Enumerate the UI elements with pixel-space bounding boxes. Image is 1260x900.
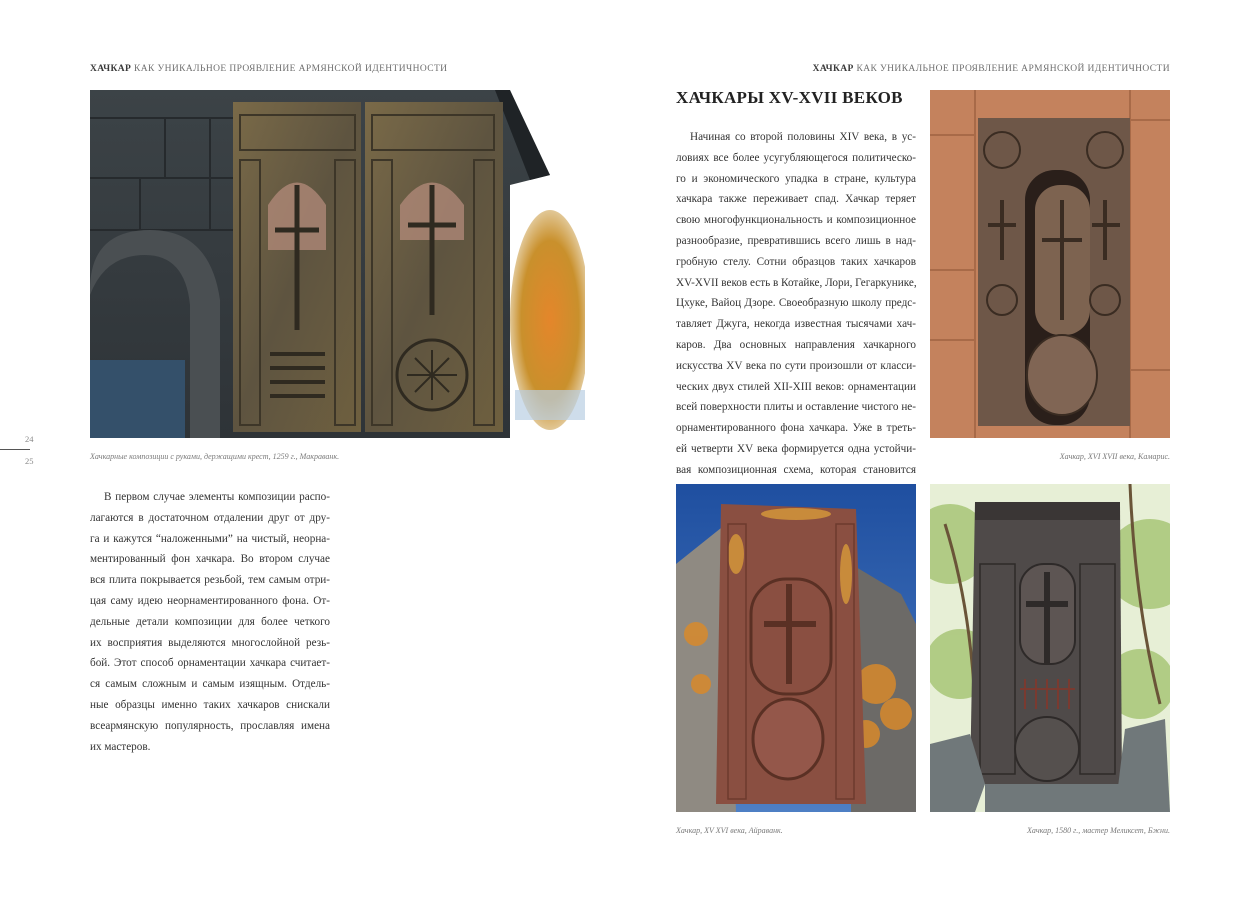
khachkar-photo-icon <box>90 90 585 438</box>
running-head-rest: КАК УНИКАЛЬНОЕ ПРОЯВЛЕНИЕ АРМЯНСКОЙ ИДЕНТИЧНОСТИ <box>853 64 1170 74</box>
khachkar-photo-icon <box>676 484 916 812</box>
running-head-bold: ХАЧКАР <box>812 64 854 74</box>
left-page-body <box>90 487 330 757</box>
page-number-divider <box>0 449 30 450</box>
photo-kamaris-khachkar <box>930 90 1170 438</box>
text-line: ментированный фон хачкара. Во втором случае <box>90 553 330 566</box>
text-line: лагаются в достаточном отдалении друг от дру- <box>90 511 330 524</box>
photo-caption-kamaris: Хачкар, XVI XVII века, Камарис. <box>1059 452 1170 461</box>
page-number-left: 24 <box>25 434 34 444</box>
text-line: дельные детали композиции для более четкого <box>90 615 330 628</box>
text-line: го и экономического упадка в стране, культура <box>676 172 916 185</box>
running-head-rest: КАК УНИКАЛЬНОЕ ПРОЯВЛЕНИЕ АРМЯНСКОЙ ИДЕНТИЧНОСТИ <box>131 64 448 74</box>
text-line: Цхуке, Вайоц Дзоре. Своеобразную школу предс- <box>676 297 916 310</box>
text-line: га и кажутся “наложенными” на чистый, неорна- <box>90 532 330 545</box>
text-line: разнообразие, превратившись всего лишь в над- <box>676 234 916 247</box>
text-line: ей четверти XV века формируется одна устойчи- <box>676 442 916 455</box>
text-line: их мастеров. <box>90 740 151 753</box>
photo-caption-makaravank: Хачкарные композиции с руками, держащими крест, 1259 г., Макраванк. <box>90 452 340 461</box>
text-line: тавляет Джуга, некогда известная тысячами хач- <box>676 318 916 331</box>
text-line: хачкара также переживает спад. Хачкар теряет <box>676 193 916 206</box>
text-line: их восприятия выделяются многослойной резь- <box>90 636 330 649</box>
text-line: ся самым сложным и самым изящным. Отдель- <box>90 678 330 691</box>
photo-bjni-khachkar <box>930 484 1170 812</box>
photo-ayravank-khachkar <box>676 484 916 812</box>
page-number-right: 25 <box>25 456 34 466</box>
text-line: Начиная со второй половины XIV века, в ус- <box>690 131 916 143</box>
photo-caption-bjni: Хачкар, 1580 г., мастер Меликсет, Бжни. <box>1027 826 1170 835</box>
text-line: каров. Два основных направления хачкарного <box>676 338 916 351</box>
text-line: бой. Этот способ орнаментации хачкара считает- <box>90 657 330 670</box>
text-line: В первом случае элементы композиции распо- <box>104 491 330 503</box>
text-line: ные образцы именно таких хачкаров снискали <box>90 698 330 711</box>
text-line: XV-XVII веков есть в Котайке, Лори, Гегаркунике, <box>676 276 917 289</box>
text-line: гробную стелу. Сотни образцов таких хачкаров <box>676 255 916 268</box>
photo-makaravank-khachkars <box>90 90 585 438</box>
photo-caption-ayravank: Хачкар, XV XVI века, Айраванк. <box>676 826 783 835</box>
running-head-left <box>90 64 447 74</box>
text-line: орнаментированного фона хачкара. Уже в треть- <box>676 422 916 435</box>
text-line: ловиях все более усугубляющегося политическо- <box>676 151 916 164</box>
khachkar-photo-icon <box>930 90 1170 438</box>
text-line: цая саму идею неорнаментированного фона. От- <box>90 594 330 607</box>
text-line: всеармянскую популярность, прославляя имена <box>90 719 330 732</box>
text-line: вся плита покрывается резьбой, тем самым отри- <box>90 574 330 587</box>
text-line: искусства XV века по сути произошли от класси- <box>676 359 916 372</box>
text-line: ческих двух стилей XII-XIII веков: орнаментации <box>676 380 916 393</box>
section-heading: ХАЧКАРЫ XV-XVII ВЕКОВ <box>676 88 903 107</box>
khachkar-photo-icon <box>930 484 1170 812</box>
text-line: вая композиционная схема, которая становится <box>676 463 916 476</box>
text-line: свою многофункциональность и композиционное <box>676 214 916 227</box>
running-head-right <box>813 64 1170 74</box>
text-line: всей поверхности плиты и оставление чистого не- <box>676 401 916 414</box>
running-head-bold: ХАЧКАР <box>90 64 132 74</box>
